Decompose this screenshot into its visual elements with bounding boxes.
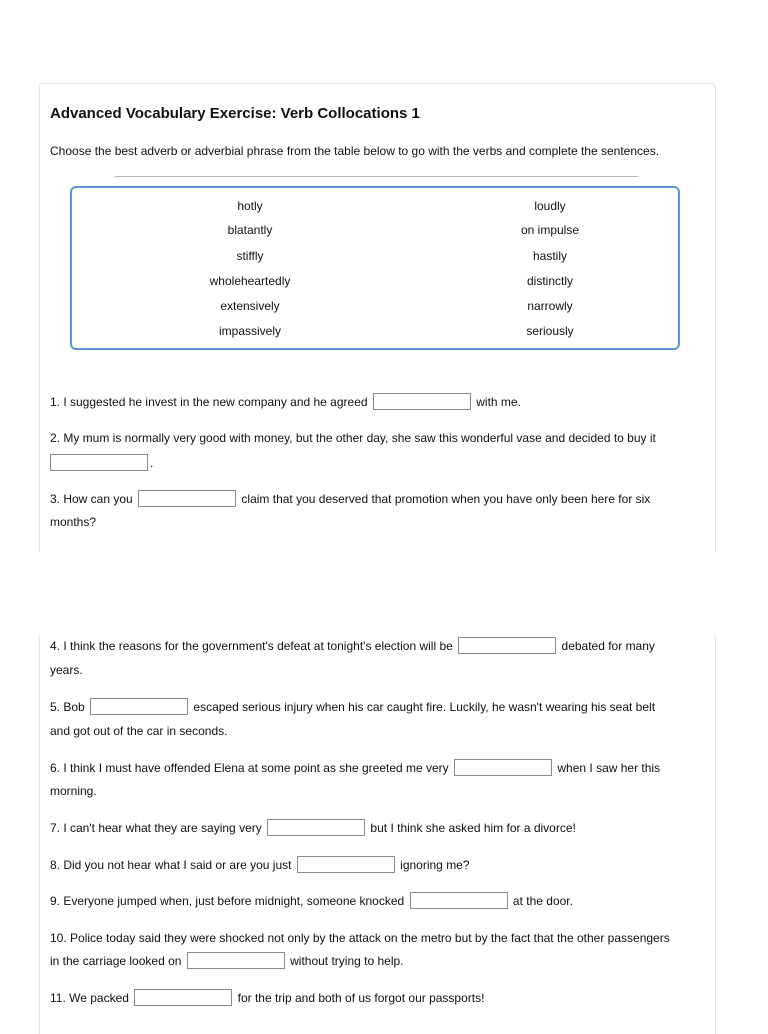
answer-input-3[interactable]	[138, 490, 236, 507]
question-text: when I saw her this	[557, 761, 661, 775]
question-8	[50, 853, 710, 877]
word-left: impassively	[218, 324, 281, 338]
question-text: 6. I think I must have offended Elena at some point as she greeted me very	[50, 761, 449, 775]
word-right: loudly	[534, 199, 566, 213]
question-text: months?	[50, 515, 97, 529]
question-text: 5. Bob	[50, 700, 85, 714]
answer-input-1[interactable]	[373, 393, 471, 410]
answer-input-10[interactable]	[187, 952, 285, 969]
question-text: ignoring me?	[400, 858, 470, 872]
question-text: 7. I can't hear what they are saying very	[50, 821, 262, 835]
question-text: but I think she asked him for a divorce!	[370, 821, 576, 835]
answer-input-6[interactable]	[454, 759, 552, 776]
question-text: 10. Police today said they were shocked not only by the attack on the metro but by the fact that the other passengers	[50, 931, 670, 945]
word-left: hotly	[237, 199, 263, 213]
question-text: 1. I suggested he invest in the new company and he agreed	[50, 395, 368, 409]
question-text: with me.	[476, 395, 521, 409]
question-10-line2	[50, 949, 710, 973]
page-title: Advanced Vocabulary Exercise: Verb Collocations 1	[50, 105, 420, 122]
answer-input-11[interactable]	[134, 989, 232, 1006]
question-4	[50, 634, 710, 658]
answer-input-7[interactable]	[267, 819, 365, 836]
question-text: years.	[50, 663, 83, 677]
answer-input-4[interactable]	[458, 637, 556, 654]
word-left: wholeheartedly	[209, 274, 291, 288]
question-text: 9. Everyone jumped when, just before midnight, someone knocked	[50, 894, 405, 908]
divider	[115, 176, 638, 177]
question-text: for the trip and both of us forgot our passports!	[237, 991, 485, 1005]
question-text: 11. We packed	[50, 991, 129, 1005]
question-3-line2	[50, 510, 710, 534]
question-text: 4. I think the reasons for the government's defeat at tonight's election will be	[50, 639, 453, 653]
question-text: morning.	[50, 784, 97, 798]
word-right: distinctly	[526, 274, 573, 288]
question-7	[50, 816, 710, 840]
question-4-line2	[50, 658, 710, 682]
question-text: claim that you deserved that promotion when you have only been here for six	[241, 492, 651, 506]
question-text: 2. My mum is normally very good with money, but the other day, she saw this wonderful vase and decided to buy it	[50, 431, 656, 445]
question-2-line2	[50, 451, 710, 475]
answer-input-2[interactable]	[50, 454, 148, 471]
question-text: escaped serious injury when his car caught fire. Luckily, he wasn't wearing his seat belt	[193, 700, 656, 714]
answer-input-8[interactable]	[297, 856, 395, 873]
question-5-line2	[50, 719, 710, 743]
answer-input-5[interactable]	[90, 698, 188, 715]
question-text: in the carriage looked on	[50, 954, 182, 968]
question-9	[50, 889, 710, 913]
question-text: without trying to help.	[290, 954, 404, 968]
question-1	[50, 390, 710, 414]
question-2	[50, 426, 710, 450]
question-10	[50, 926, 710, 950]
question-text: and got out of the car in seconds.	[50, 724, 228, 738]
word-left: stiffly	[236, 249, 264, 263]
word-left: extensively	[220, 299, 280, 313]
question-text: debated for many	[561, 639, 655, 653]
word-right: on impulse	[520, 223, 580, 237]
question-text: at the door.	[512, 894, 573, 908]
word-right: seriously	[526, 324, 574, 338]
answer-input-9[interactable]	[410, 892, 508, 909]
question-3	[50, 487, 710, 511]
instructions: Choose the best adverb or adverbial phrase from the table below to go with the verbs and complete the sentences.	[50, 144, 660, 158]
word-right: narrowly	[527, 299, 573, 313]
question-6-line2	[50, 779, 710, 803]
question-11	[50, 986, 710, 1010]
question-text: 8. Did you not hear what I said or are you just	[50, 858, 292, 872]
question-5	[50, 695, 710, 719]
question-text: 3. How can you	[50, 492, 133, 506]
question-text: .	[150, 456, 154, 470]
word-right: hastily	[532, 249, 567, 263]
word-left: blatantly	[227, 223, 273, 237]
question-6	[50, 756, 710, 780]
